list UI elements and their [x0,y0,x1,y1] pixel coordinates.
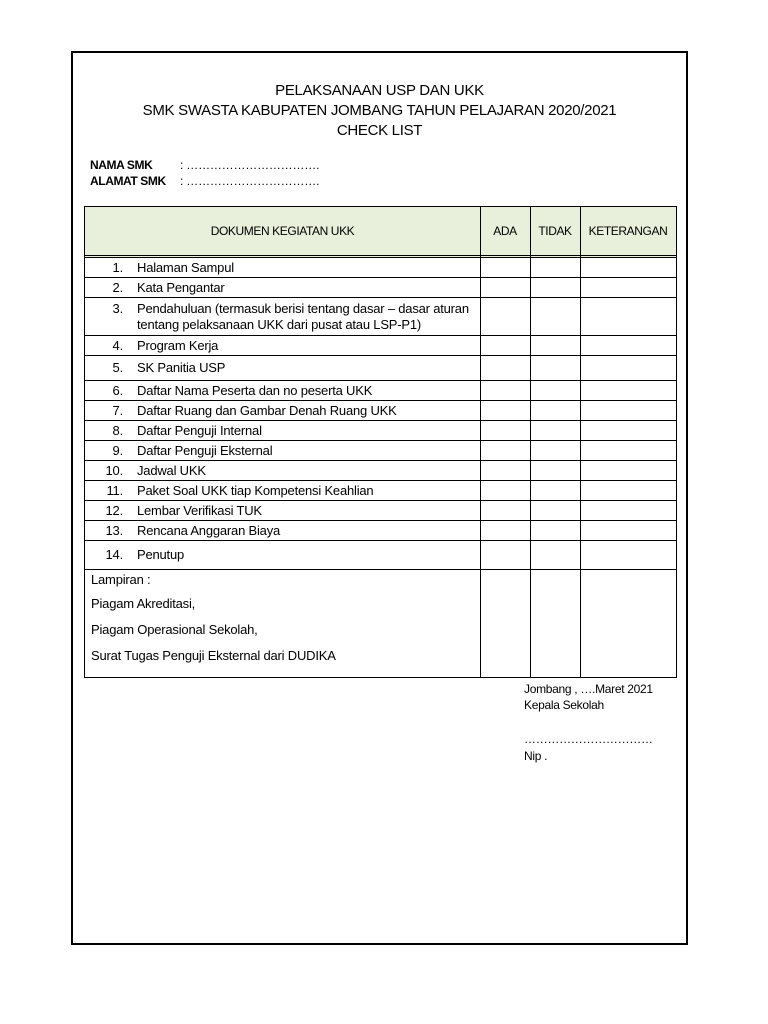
item-number: 7. [112,402,123,418]
row-divider [85,277,676,278]
item-label: Halaman Sampul [137,259,234,275]
school-name-label: NAMA SMK [90,158,153,172]
item-number: 13. [105,522,123,538]
item-label: Paket Soal UKK tiap Kompetensi Keahlian [137,482,374,498]
row-divider [85,440,676,441]
title-line-1: PELAKSANAAN USP DAN UKK [275,82,484,99]
item-label: Lembar Verifikasi TUK [137,502,262,518]
item-label: Program Kerja [137,337,219,353]
row-divider [85,335,676,336]
item-number: 4. [112,337,123,353]
signature-place-date: Jombang , ….Maret 2021 [524,682,653,696]
signature-nip: Nip . [524,749,548,763]
header-tidak: TIDAK [538,224,572,238]
item-number: 6. [112,382,123,398]
item-number: 11. [106,482,123,498]
school-address-row [90,173,319,189]
row-divider [85,355,676,356]
item-label: Jadwal UKK [137,462,206,478]
item-number: 3. [112,300,123,316]
row-divider [85,569,676,570]
row-divider [85,500,676,501]
item-label: Daftar Penguji Eksternal [137,442,273,458]
checklist-page [71,51,688,945]
item-label: Pendahuluan (termasuk berisi tentang dasar – dasar aturan [137,300,469,316]
item-number: 8. [112,422,123,438]
item-number: 10. [105,462,123,478]
header-document: DOKUMEN KEGIATAN UKK [210,224,355,238]
row-divider [85,380,676,381]
row-divider [85,520,676,521]
item-number: 2. [112,279,123,295]
header-keterangan: KETERANGAN [588,224,668,238]
item-label: Daftar Nama Peserta dan no peserta UKK [137,382,373,398]
item-label: tentang pelaksanaan UKK dari pusat atau LSP-P1) [137,316,422,332]
title-line-2: SMK SWASTA KABUPATEN JOMBANG TAHUN PELAJARAN 2020/2021 [142,102,617,119]
document-title [73,81,686,141]
row-divider [85,460,676,461]
school-address-label: ALAMAT SMK [90,174,166,188]
row-divider [85,420,676,421]
school-name-row [90,157,319,173]
lampiran-item: Piagam Operasional Sekolah, [91,622,258,637]
item-number: 12. [105,502,123,518]
row-divider [85,297,676,298]
item-label: Rencana Anggaran Biaya [137,522,281,538]
school-address-value: : ……………………………. [180,174,320,188]
checklist-table [84,206,677,678]
item-number: 14. [105,547,123,562]
row-divider [85,540,676,541]
item-number: 1. [112,259,123,275]
row-divider [85,480,676,481]
lampiran-item: Piagam Akreditasi, [91,596,196,611]
signature-name-line: …………………………… [524,732,653,746]
row-divider [85,400,676,401]
header-ada: ADA [493,224,517,238]
item-label: SK Panitia USP [137,360,226,375]
item-number: 5. [112,360,123,375]
table-header [85,207,676,258]
title-line-3: CHECK LIST [336,122,423,139]
school-name-value: : ……………………………. [180,158,320,172]
school-info [90,157,319,189]
item-number: 9. [112,442,123,458]
item-label: Daftar Ruang dan Gambar Denah Ruang UKK [137,402,397,418]
item-label: Daftar Penguji Internal [137,422,262,438]
lampiran-item: Surat Tugas Penguji Eksternal dari DUDIKA [91,648,336,663]
item-label: Penutup [137,547,185,562]
item-label: Kata Pengantar [137,279,225,295]
lampiran-heading: Lampiran : [91,572,151,587]
signature-role: Kepala Sekolah [524,698,604,712]
